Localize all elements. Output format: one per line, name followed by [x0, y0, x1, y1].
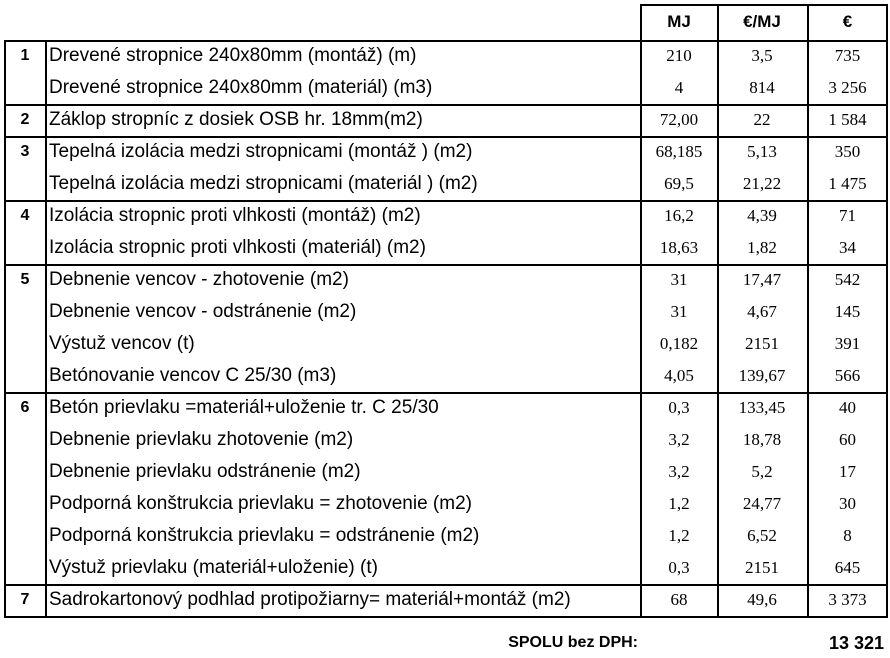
- item-total: 71: [839, 206, 856, 225]
- item-description: Tepelná izolácia medzi stropnicami (montáž ) (m2): [49, 141, 473, 162]
- item-quantity: 16,2: [664, 206, 694, 225]
- item-description: Debnenie vencov - odstránenie (m2): [49, 301, 357, 322]
- grid-line-h: [640, 4, 888, 6]
- item-quantity: 3,2: [668, 462, 690, 481]
- item-description: Debnenie vencov - zhotovenie (m2): [49, 269, 349, 290]
- item-quantity: 0,3: [668, 558, 690, 577]
- table-row: [0, 584, 890, 616]
- item-total: 145: [834, 302, 861, 321]
- item-unit-price: 4,39: [747, 206, 777, 225]
- table-row: [0, 72, 890, 104]
- item-total: 391: [834, 334, 861, 353]
- item-number: 5: [20, 271, 30, 288]
- item-total: 735: [834, 46, 861, 65]
- table-row: [0, 520, 890, 552]
- item-unit-price: 4,67: [747, 302, 777, 321]
- item-unit-price: 17,47: [742, 270, 782, 289]
- item-total: 1 584: [828, 110, 867, 129]
- item-quantity: 31: [670, 302, 688, 321]
- item-description: Izolácia stropnic proti vlhkosti (materiál) (m2): [49, 237, 426, 258]
- item-unit-price: 21,22: [742, 174, 782, 193]
- item-quantity: 3,2: [668, 430, 690, 449]
- item-quantity: 4: [674, 78, 684, 97]
- item-total: 17: [839, 462, 856, 481]
- grid-line-v: [886, 4, 888, 618]
- table-row: [0, 136, 890, 168]
- item-number: [6, 72, 44, 104]
- item-description: Izolácia stropnic proti vlhkosti (montáž) (m2): [49, 205, 421, 226]
- item-unit-price: 5,13: [747, 142, 777, 161]
- item-quantity: 72,00: [659, 110, 699, 129]
- item-description: Drevené stropnice 240x80mm (materiál) (m3): [49, 77, 433, 98]
- item-unit-price: 2151: [745, 334, 779, 353]
- item-quantity: 1,2: [668, 526, 690, 545]
- item-total: 542: [834, 270, 861, 289]
- item-total: 566: [834, 366, 861, 385]
- item-unit-price: 6,52: [747, 526, 777, 545]
- item-total: 8: [843, 526, 852, 545]
- item-description: Drevené stropnice 240x80mm (montáž) (m): [49, 45, 417, 66]
- item-total: 3 373: [828, 590, 867, 609]
- item-quantity: 31: [670, 270, 688, 289]
- table-row: [0, 456, 890, 488]
- item-quantity: 1,2: [668, 494, 690, 513]
- grid-line-h: [4, 200, 888, 202]
- total-label: SPOLU bez DPH:: [508, 634, 638, 651]
- item-total: 60: [839, 430, 856, 449]
- item-number: [6, 232, 44, 264]
- table-row: [0, 328, 890, 360]
- item-number: 2: [20, 111, 30, 128]
- item-quantity: 0,182: [659, 334, 699, 353]
- header-total: €: [842, 12, 853, 31]
- item-unit-price: 49,6: [747, 590, 777, 609]
- table-row: [0, 424, 890, 456]
- item-quantity: 0,3: [668, 398, 690, 417]
- total-value: 13 321: [828, 633, 884, 653]
- item-quantity: 69,5: [664, 174, 694, 193]
- header-mj: MJ: [667, 12, 691, 31]
- item-number: [6, 360, 44, 392]
- item-quantity: 68,185: [655, 142, 703, 161]
- item-number: [6, 424, 44, 456]
- grid-line-h: [4, 392, 888, 394]
- grid-line-v: [4, 40, 6, 618]
- item-unit-price: 133,45: [738, 398, 786, 417]
- item-quantity: 18,63: [659, 238, 699, 257]
- item-unit-price: 3,5: [751, 46, 773, 65]
- item-number: [6, 456, 44, 488]
- table-row: [0, 40, 890, 72]
- item-total: 3 256: [828, 78, 867, 97]
- item-total: 1 475: [828, 174, 867, 193]
- item-total: 34: [839, 238, 856, 257]
- table-row: [0, 168, 890, 200]
- item-description: Podporná konštrukcia prievlaku = zhotovenie (m2): [49, 493, 472, 514]
- item-number: [6, 328, 44, 360]
- table-row: [0, 296, 890, 328]
- item-total: 40: [839, 398, 856, 417]
- grid-line-h: [4, 104, 888, 106]
- item-number: 1: [20, 47, 30, 64]
- table-row: [0, 264, 890, 296]
- item-unit-price: 814: [749, 78, 775, 97]
- item-unit-price: 24,77: [742, 494, 782, 513]
- item-number: 3: [20, 143, 30, 160]
- item-unit-price: 2151: [745, 558, 779, 577]
- item-total: 30: [839, 494, 856, 513]
- item-unit-price: 22: [753, 110, 771, 129]
- item-number: 7: [20, 591, 30, 608]
- item-description: Výstuž prievlaku (materiál+uloženie) (t): [49, 557, 378, 578]
- table-row: [0, 552, 890, 584]
- grid-line-v: [807, 4, 809, 618]
- item-quantity: 4,05: [664, 366, 694, 385]
- grid-line-v: [45, 40, 47, 618]
- item-number: 4: [20, 207, 30, 224]
- header-unit-price: €/MJ: [743, 12, 781, 31]
- table-row: [0, 360, 890, 392]
- item-unit-price: 139,67: [738, 366, 786, 385]
- table-row: [0, 104, 890, 136]
- table-row: [0, 200, 890, 232]
- item-description: Záklop stropníc z dosiek OSB hr. 18mm(m2): [49, 109, 423, 130]
- grid-line-h: [4, 584, 888, 586]
- item-description: Sadrokartonový podhlad protipožiarny= materiál+montáž (m2): [49, 589, 571, 610]
- table-row: [0, 488, 890, 520]
- item-description: Tepelná izolácia medzi stropnicami (materiál ) (m2): [49, 173, 478, 194]
- item-unit-price: 18,78: [742, 430, 782, 449]
- table-row: [0, 232, 890, 264]
- item-total: 350: [834, 142, 861, 161]
- item-quantity: 210: [666, 46, 692, 65]
- grid-line-h: [4, 264, 888, 266]
- grid-line-h: [4, 616, 888, 618]
- item-number: [6, 296, 44, 328]
- grid-line-h: [4, 136, 888, 138]
- item-description: Výstuž vencov (t): [49, 333, 195, 354]
- table-row: [0, 392, 890, 424]
- item-description: Betón prievlaku =materiál+uloženie tr. C 25/30: [49, 397, 439, 418]
- grid-line-h: [4, 40, 888, 42]
- grid-line-v: [640, 4, 642, 618]
- item-quantity: 68: [670, 590, 688, 609]
- item-number: [6, 552, 44, 584]
- item-description: Betónovanie vencov C 25/30 (m3): [49, 365, 337, 386]
- item-total: 645: [834, 558, 861, 577]
- item-unit-price: 5,2: [751, 462, 773, 481]
- item-description: Podporná konštrukcia prievlaku = odstránenie (m2): [49, 525, 480, 546]
- item-description: Debnenie prievlaku zhotovenie (m2): [49, 429, 354, 450]
- item-unit-price: 1,82: [747, 238, 777, 257]
- item-number: 6: [20, 399, 30, 416]
- grid-line-v: [717, 4, 719, 618]
- item-number: [6, 520, 44, 552]
- item-number: [6, 168, 44, 200]
- item-number: [6, 488, 44, 520]
- item-description: Debnenie prievlaku odstránenie (m2): [49, 461, 361, 482]
